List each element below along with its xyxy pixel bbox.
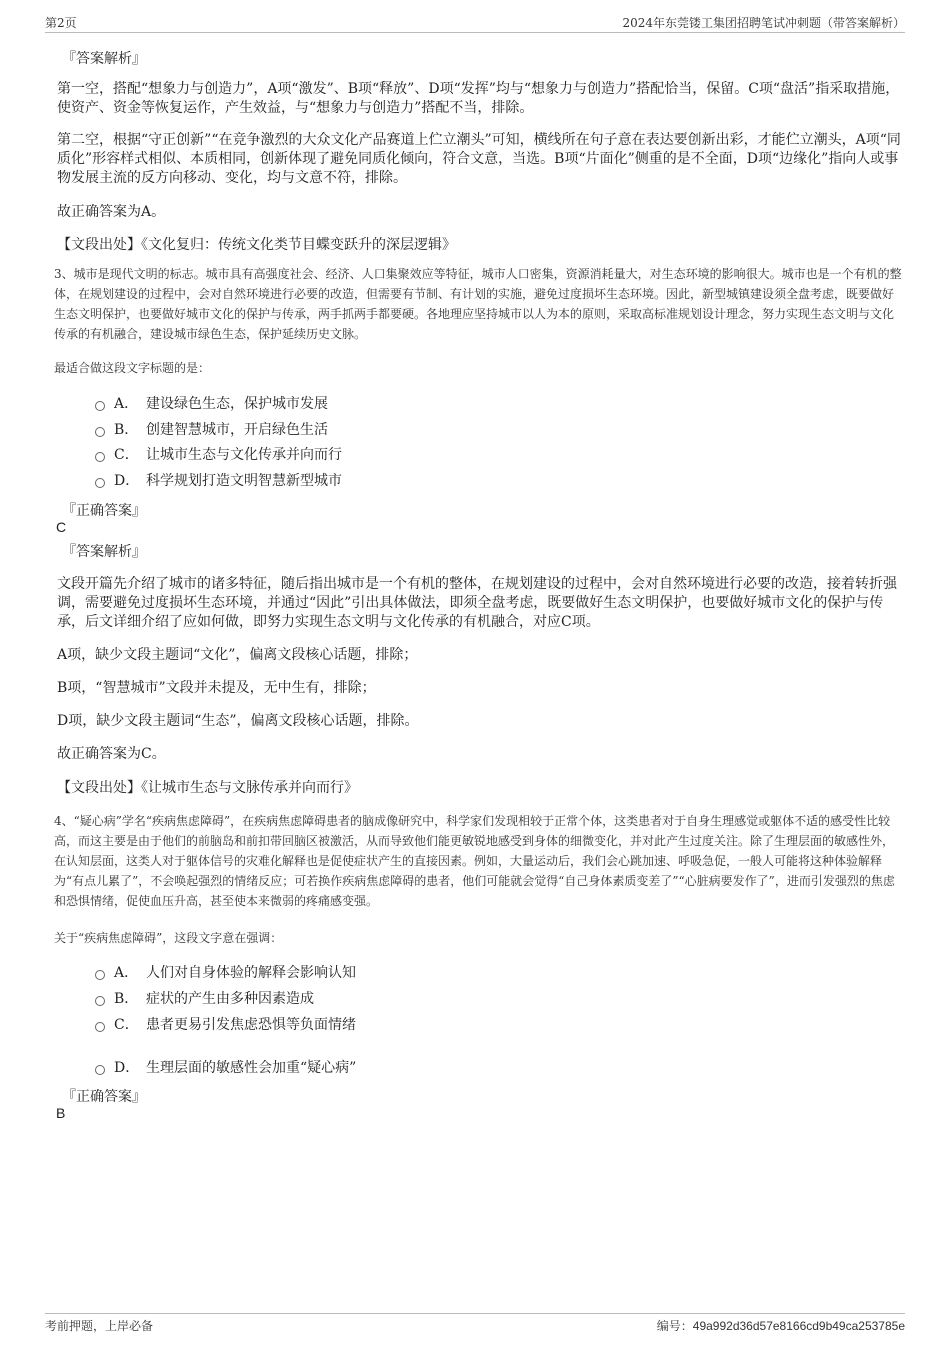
q4-option-b[interactable]: B． 症状的产生由多种因素造成 (95, 989, 314, 1009)
q3-analysis-paragraph-1: 文段开篇先介绍了城市的诸多特征，随后指出城市是一个有机的整体，在规划建设的过程中，会对自然环境进行必要的改造，接着转折强调，需要避免过度损坏生态环境，并通过“因此”引出具体做法，即须全盘考虑，既要做好生态文明保护，也要做好城市文化的保护与传承，后文详细介绍了应如何做，即努力实现生态文明与文化传承的有机融合，对应C项。 (57, 576, 897, 630)
radio-icon[interactable] (95, 1022, 105, 1032)
q3-option-b[interactable]: B． 创建智慧城市，开启绿色生活 (95, 420, 328, 440)
q3-analysis-option-b: B项，“智慧城市”文段并未提及，无中生有，排除； (57, 680, 376, 696)
page-number: 第2页 (45, 16, 77, 30)
q2-conclusion: 故正确答案为A。 (57, 204, 166, 220)
q3-option-a[interactable]: A． 建设绿色生态，保护城市发展 (95, 394, 328, 414)
q3-prompt: 最适合做这段文字标题的是： (54, 361, 211, 375)
q4-correct-tag: 『正确答案』 (62, 1089, 146, 1105)
q3-analysis-option-a: A项，缺少文段主题词“文化”，偏离文段核心话题，排除； (57, 647, 418, 663)
page-footer (45, 1313, 905, 1333)
q4-option-a[interactable]: A． 人们对自身体验的解释会影响认知 (95, 963, 356, 983)
q4-prompt: 关于“疾病焦虑障碍”，这段文字意在强调： (54, 931, 283, 945)
q3-option-c[interactable]: C． 让城市生态与文化传承并向而行 (95, 445, 342, 465)
q4-option-c[interactable]: C． 患者更易引发焦虑恐惧等负面情绪 (95, 1015, 356, 1035)
q2-analysis-paragraph-1: 第一空，搭配“想象力与创造力”，A项“激发”、B项“释放”、D项“发挥”均与“想象力与创造力”搭配恰当，保留。C项“盘活”指采取措施，使资产、资金等恢复运作，产生效益，与“想象力与创造力”搭配不当，排除。 (57, 81, 900, 116)
q2-analysis-tag: 『答案解析』 (62, 51, 146, 67)
document-title: 2024年东莞镂工集团招聘笔试冲刺题（带答案解析） (622, 16, 905, 30)
footer-slogan: 考前押题，上岸必备 (45, 1319, 154, 1333)
radio-icon[interactable] (95, 996, 105, 1006)
q2-source: 【文段出处】《文化复归：传统文化类节目蝶变跃升的深层逻辑》 (57, 237, 456, 253)
page-header (45, 14, 905, 33)
radio-icon[interactable] (95, 401, 105, 411)
footer-code: 编号：49a992d36d57e8166cd9b49ca253785e (656, 1319, 905, 1333)
radio-icon[interactable] (95, 1065, 105, 1075)
q3-conclusion: 故正确答案为C。 (57, 746, 166, 762)
q4-stem: 4、“疑心病”学名“疾病焦虑障碍”，在疾病焦虑障碍患者的脑成像研究中，科学家们发现相较于正常个体，这类患者对于自身生理感觉或躯体不适的感受性比较高，而这主要是由于他们的前脑岛和前扣带回脑区被激活，从而导致他们能更敏锐地感受到身体的细微变化，并对此产生过度关注。除了生理层面的敏感性外，在认知层面，这类人对于躯体信号的灾难化解释也是促使症状产生的直接因素。例如，大量运动后，我们会心跳加速、呼吸急促，一般人可能将这种体验解释为“有点儿累了”，不会唤起强烈的情绪反应；可若换作疾病焦虑障碍的患者，他们可能就会觉得“自己身体素质变差了”“心脏病要发作了”，进而引发强烈的焦虑和恐惧情绪，促使血压升高，甚至使本来微弱的疼痛感变强。 (54, 814, 895, 908)
q3-stem: 3、城市是现代文明的标志。城市具有高强度社会、经济、人口集聚效应等特征，城市人口密集，资源消耗量大，对生态环境的影响很大。城市也是一个有机的整体，在规划建设的过程中，会对自然环境进行必要的改造，但需要有节制、有计划的实施，避免过度损坏生态环境。因此，新型城镇建设须全盘考虑，既要做好生态文明保护，也要做好城市文化的保护与传承，两手抓两手都要硬。各地理应坚持城市以人为本的原则，采取高标准规划设计理念，努力实现生态文明与文化传承的有机融合，建设城市绿色生态，保护延续历史文脉。 (54, 267, 902, 341)
radio-icon[interactable] (95, 427, 105, 437)
radio-icon[interactable] (95, 970, 105, 980)
q3-option-d[interactable]: D． 科学规划打造文明智慧新型城市 (95, 471, 342, 491)
q4-correct-answer: B (56, 1105, 66, 1121)
q3-analysis-option-d: D项，缺少文段主题词“生态”，偏离文段核心话题，排除。 (57, 713, 419, 729)
radio-icon[interactable] (95, 478, 105, 488)
q4-option-d[interactable]: D． 生理层面的敏感性会加重“疑心病” (95, 1058, 356, 1078)
q3-source: 【文段出处】《让城市生态与文脉传承并向而行》 (57, 780, 358, 796)
q2-analysis-paragraph-2: 第二空，根据“守正创新”“在竞争激烈的大众文化产品赛道上伫立潮头”可知，横线所在句子意在表达要创新出彩，才能伫立潮头，A项“同质化”形容样式相似、本质相同，创新体现了避免同质化倾向，符合文意，当选。B项“片面化”侧重的是不全面，D项“边缘化”指向人或事物发展主流的反方向移动、变化，均与文意不符，排除。 (57, 132, 901, 186)
q3-correct-tag: 『正确答案』 (62, 503, 146, 519)
q3-correct-answer: C (56, 519, 67, 535)
radio-icon[interactable] (95, 452, 105, 462)
q3-analysis-tag: 『答案解析』 (62, 544, 146, 560)
